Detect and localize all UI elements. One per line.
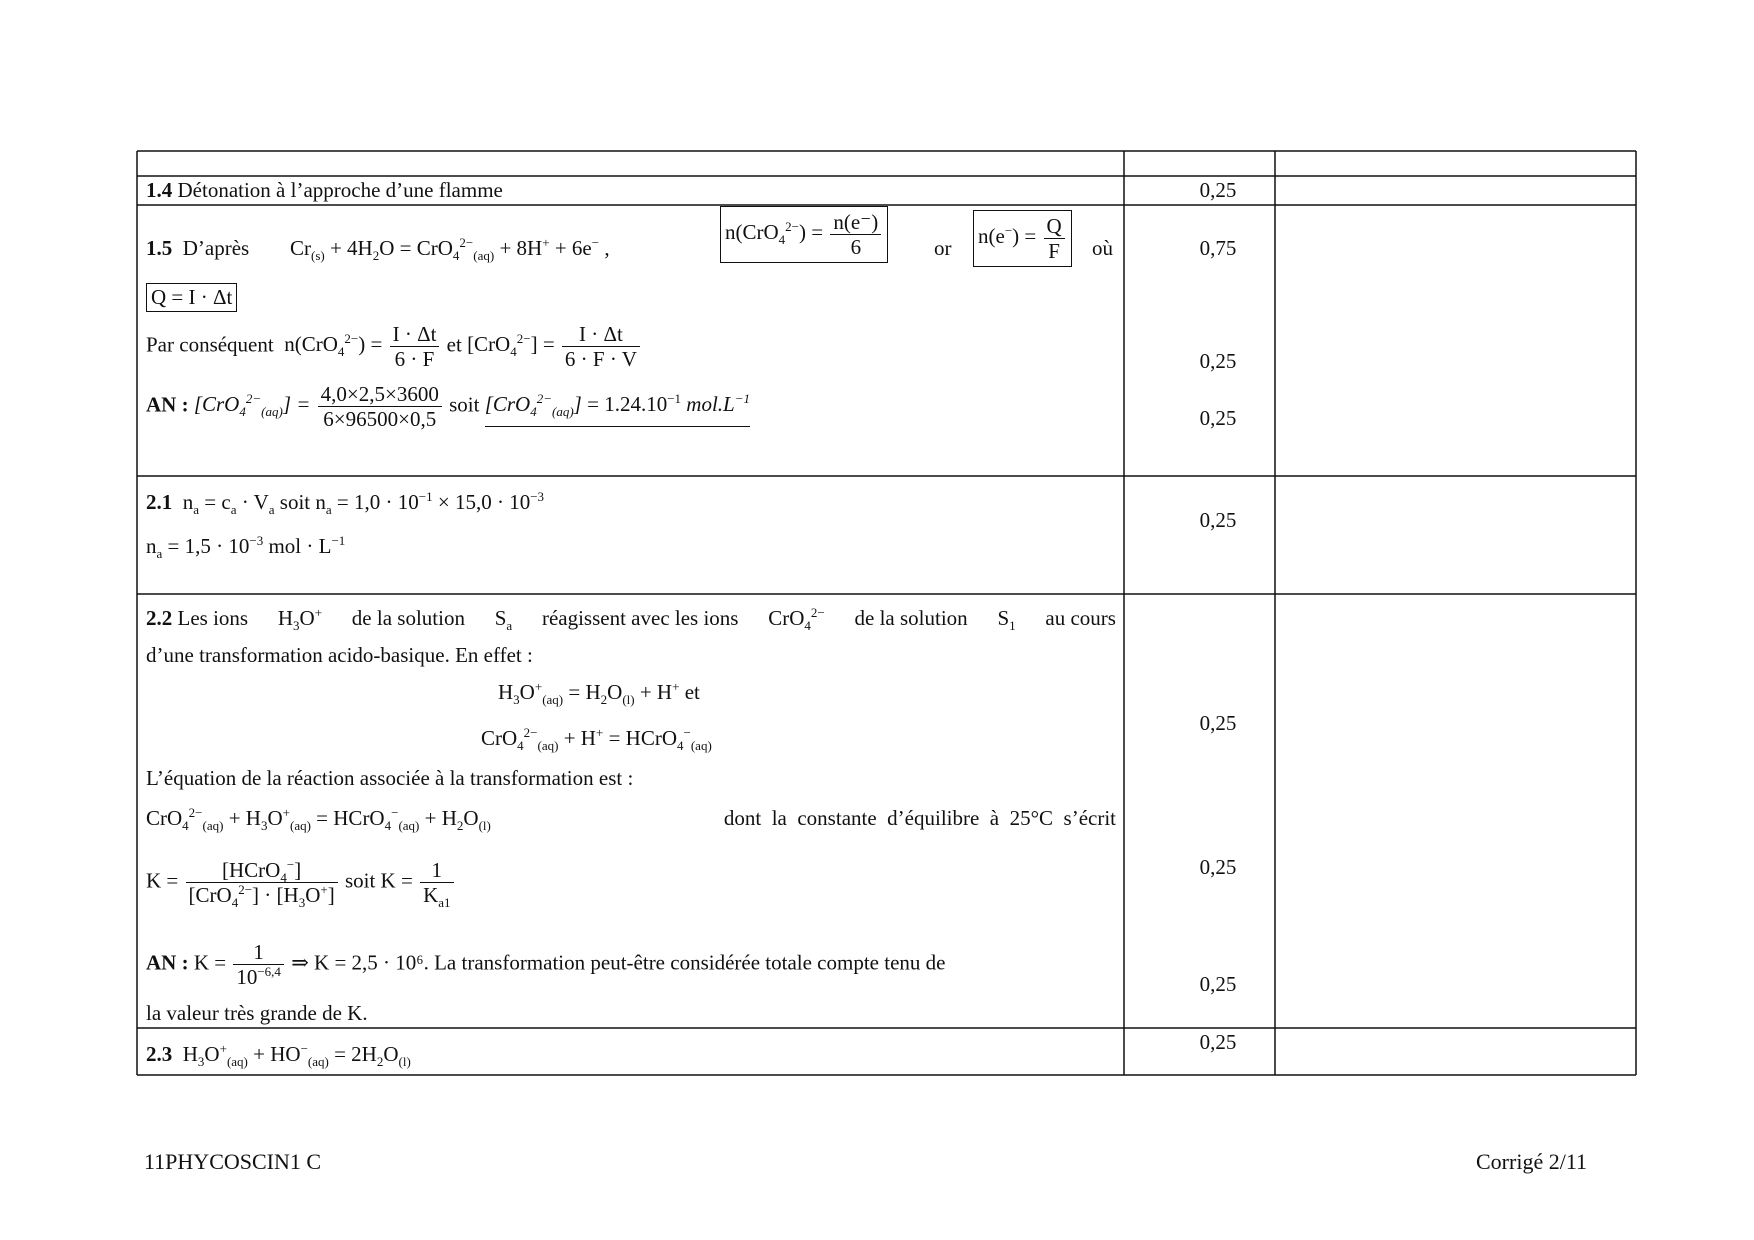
row-2-1-score: 0,25 bbox=[1199, 508, 1237, 532]
k-lhs: K = bbox=[146, 868, 179, 893]
footer-page: Corrigé 2/11 bbox=[1476, 1149, 1587, 1174]
consequence-num1: I · Δt bbox=[390, 322, 440, 347]
p1-d: de la solution bbox=[854, 606, 968, 630]
row-1-5-intro-text: D’après bbox=[182, 236, 250, 260]
an-result: $[CrO_4^{2-}_{(aq)}] = 1.24.10^{-1}$ $mol.L^{-1}$ bbox=[485, 392, 750, 427]
an-label: AN : bbox=[146, 392, 189, 417]
row-2-1-line-2: $n_a = 1,5 \cdot 10^{-3}$ mol · $L^{-1}$ bbox=[146, 533, 346, 562]
box1-numerator: n(e⁻) bbox=[830, 210, 881, 235]
box1-denominator: 6 bbox=[850, 235, 862, 260]
p1-a: Les ions bbox=[177, 606, 249, 630]
consequence-den2: 6 · F · V bbox=[564, 347, 637, 372]
equilibrium-constant: K = $\frac{[HCrO_4^-]}{[CrO_4^{2-}] \cdot [H_3O^+]}$ soit K = $\frac{1}{K_{a1}}$ bbox=[146, 858, 456, 907]
k2-numerator: 1 bbox=[420, 858, 453, 883]
row-2-2-score-2: 0,25 bbox=[1199, 855, 1237, 879]
box-charge-relation bbox=[146, 283, 237, 312]
ou-word: où bbox=[1092, 236, 1113, 260]
an-label-2-2: AN : bbox=[146, 950, 189, 975]
row-2-1-line-1: 2.1 $n_a = c_a \cdot V_a$ soit $n_a = 1,0 \cdot 10^{-1} \times 15,0 \cdot 10^{-3}$ bbox=[146, 489, 545, 518]
row-1-4-score: 0,25 bbox=[1199, 178, 1237, 202]
box2-numerator: Q bbox=[1044, 214, 1065, 239]
row-1-5-score-1: 0,75 bbox=[1199, 236, 1237, 260]
an-denominator: 6×96500×0,5 bbox=[323, 407, 437, 432]
row-2-2-line-3: L’équation de la réaction associée à la transformation est : bbox=[146, 766, 634, 790]
an-lhs-2-2: K = bbox=[193, 950, 227, 975]
consequence-line: Par conséquent n(CrO$_4^{2-}$) = $\frac{I \cdot \Delta t}{6 \cdot F}$ et [CrO$_4^{2-}$] = $\frac{I \cdot \Delta t}{6 \cdot F \cdot V}$ bbox=[146, 322, 642, 371]
row-2-2-score-1: 0,25 bbox=[1199, 711, 1237, 735]
k-soit: soit K = bbox=[344, 868, 413, 893]
row-2-2-eq-2: CrO$_4^{2-}_{(aq)}$ + H+ = HCrO$_4$−$_{(aq)}$ bbox=[481, 725, 712, 754]
consequence-num2: I · Δt bbox=[562, 322, 640, 347]
p1-c: réagissent avec les ions bbox=[541, 606, 739, 630]
box2-denominator: F bbox=[1048, 239, 1060, 264]
row-1-5-equation: $Cr_{(s)} + 4H_2O = CrO_4^{2-}_{(aq)} + 8H^+ + 6e^-$ , bbox=[290, 235, 610, 264]
box-mole-relation: n(CrO$_4^{2-}$) = $\frac{n(e^-)}{6}$ bbox=[720, 206, 888, 263]
row-2-3-text: 2.3 $H_3O^+_{(aq)} + HO^-_{(aq)} = 2H_2O_{(l)}$ bbox=[146, 1041, 411, 1070]
row-2-2-an: AN : K = $\frac{1}{10^{-6,4}}$ ⇒ K = 2,5 · 10⁶. La transformation peut-être considérée totale compte tenu de bbox=[146, 940, 946, 990]
row-2-2-eq-1: $H_3O^+_{(aq)} = H_2O_{(l)} + H^+$ et bbox=[498, 679, 700, 708]
row-2-2-line-2: d’une transformation acido-basique. En effet : bbox=[146, 643, 533, 667]
p1-e: au cours bbox=[1045, 606, 1116, 630]
box3-text: Q = I · Δt bbox=[146, 283, 237, 312]
row-1-4-text bbox=[146, 180, 503, 201]
row-1-5-number: 1.5 bbox=[146, 236, 173, 260]
an-numerator: 4,0×2,5×3600 bbox=[318, 382, 442, 407]
box-electron-relation: n(e−) = $\frac{Q}{F}$ bbox=[973, 210, 1072, 267]
footer-code: 11PHYCOSCIN1 C bbox=[144, 1149, 322, 1174]
p1-b: de la solution bbox=[351, 606, 465, 630]
row-1-5-score-2: 0,25 bbox=[1199, 349, 1237, 373]
row-2-2-last: la valeur très grande de K. bbox=[146, 1001, 368, 1025]
row-2-2-number: 2.2 bbox=[146, 606, 173, 630]
an-text-2-2: ⇒ K = 2,5 · 10⁶. La transformation peut-être considérée totale compte tenu de bbox=[291, 950, 946, 975]
p4-text: dont la constante d’équilibre à 25°C s’écrit bbox=[723, 806, 1116, 830]
row-2-2-line-1: 2.2 Les ions $H_3O^+$ de la solution $S_a$ réagissent avec les ions CrO$_4^{2-}$ de la solution $S_1$ au cours bbox=[146, 605, 1116, 634]
row-2-3-number: 2.3 bbox=[146, 1042, 173, 1066]
row-1-4-number: 1.4 bbox=[146, 178, 173, 202]
row-1-4-body: Détonation à l’approche d’une flamme bbox=[177, 178, 503, 202]
consequence-den1: 6 · F bbox=[394, 347, 435, 372]
row-1-5-score-3: 0,25 bbox=[1199, 406, 1237, 430]
row-2-2-score-3: 0,25 bbox=[1199, 972, 1237, 996]
or-word: or bbox=[934, 236, 952, 260]
consequence-text: Par conséquent bbox=[146, 332, 274, 357]
row-2-1-number: 2.1 bbox=[146, 490, 173, 514]
an-num-2-2: 1 bbox=[233, 940, 284, 965]
an-line-1-5: AN : [CrO$_4^{2-}_{(aq)}$] = $\frac{4,0\times 2,5\times 3600}{6\times 96500\times 0,5}$ soit $[CrO_4^{2-}_{(aq)}] = 1.24.10^{-1}$ $mol.L^{-1}$ bbox=[146, 382, 751, 432]
soit-word: soit bbox=[449, 392, 480, 417]
row-2-2-line-4: $CrO_4^{2-}_{(aq)} + H_3O^+_{(aq)}$ = HCrO$_4$−$_{(aq)}$ + $H_2O_{(l)}$ dont la constante d’équilibre à 25°C s’écrit bbox=[146, 805, 1116, 834]
row-1-5-intro bbox=[146, 238, 249, 259]
row-2-3-score: 0,25 bbox=[1199, 1030, 1237, 1054]
et-word: et bbox=[446, 332, 462, 357]
